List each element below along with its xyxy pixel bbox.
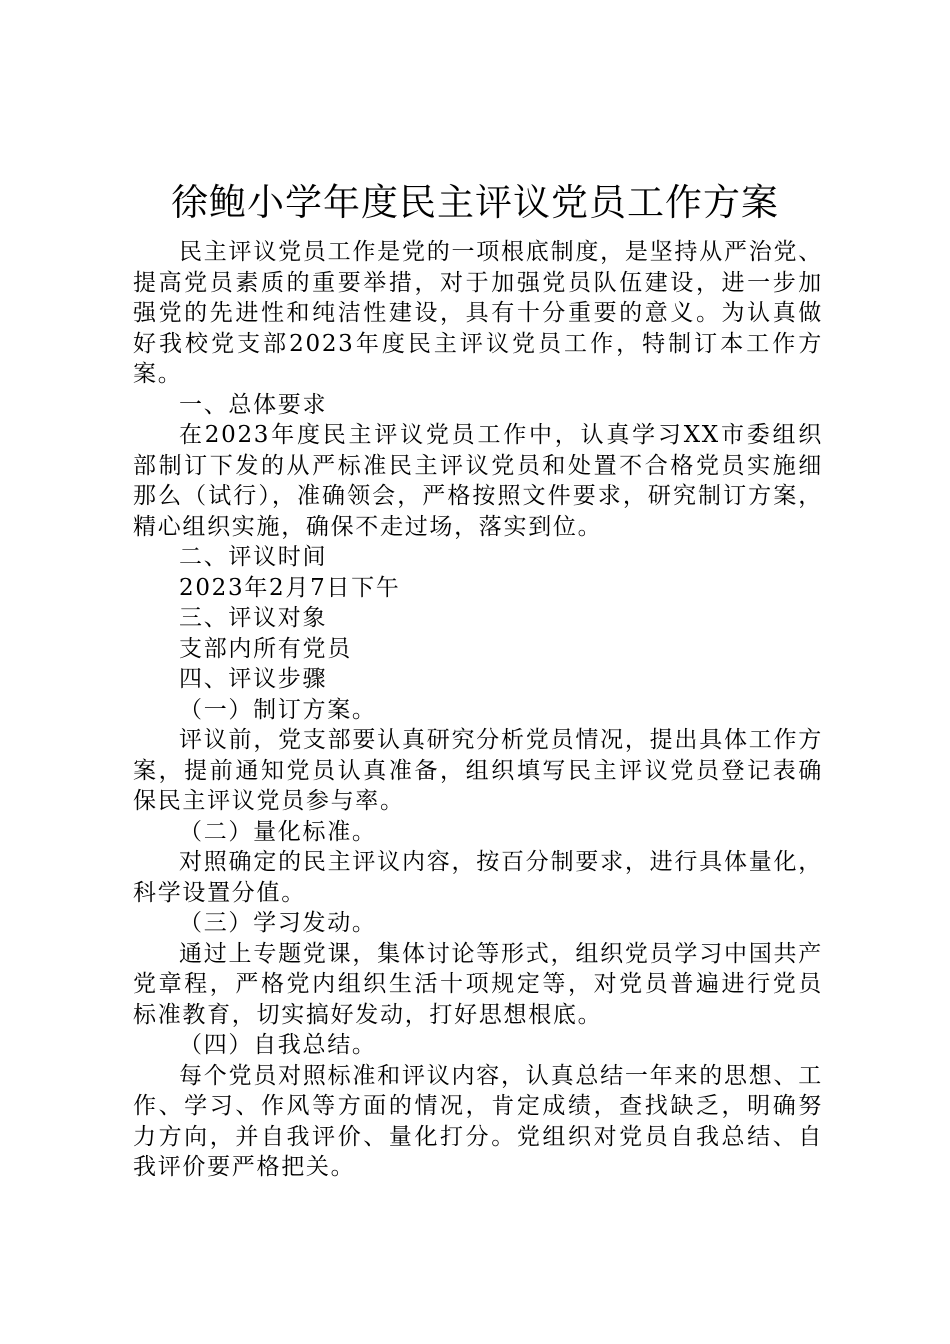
section-heading-general-requirements: 一、总体要求: [179, 391, 328, 418]
make-plan-paragraph: 评议前，党支部要认真研究分析党员情况，提出具体工作方案，提前通知党员认真准备，组织填写民主评议党员登记表确保民主评议党员参与率。: [133, 727, 823, 814]
review-subjects-value: 支部内所有党员: [179, 635, 352, 662]
subheading-self-summary: （四）自我总结。: [179, 1032, 377, 1058]
intro-paragraph: 民主评议党员工作是党的一项根底制度，是坚持从严治党、提高党员素质的重要举措，对于加强党员队伍建设，进一步加强党的先进性和纯洁性建设，具有十分重要的意义。为认真做好我校党支部2023年度民主评议党员工作，特制订本工作方案。: [133, 239, 823, 387]
self-summary-paragraph: 每个党员对照标准和评议内容，认真总结一年来的思想、工作、学习、作风等方面的情况，肯定成绩，查找缺乏，明确努力方向，并自我评价、量化打分。党组织对党员自我总结、自我评价要严格把关。: [133, 1062, 823, 1180]
subheading-quantify-standards: （二）量化标准。: [179, 818, 377, 845]
document-body: [133, 237, 823, 1183]
study-mobilize-paragraph: 通过上专题党课，集体讨论等形式，组织党员学习中国共产党章程，严格党内组织生活十项规定等，对党员普遍进行党员标准教育，切实搞好发动，打好思想根底。: [133, 940, 823, 1028]
subheading-make-plan: （一）制订方案。: [179, 696, 377, 723]
section-heading-review-time: 二、评议时间: [179, 544, 328, 570]
subheading-study-mobilize: （三）学习发动。: [179, 910, 377, 936]
section-heading-review-subjects: 三、评议对象: [179, 605, 328, 631]
section-heading-review-steps: 四、评议步骤: [179, 666, 328, 692]
review-time-value: 2023年2月7日下午: [179, 574, 401, 601]
quantify-standards-paragraph: 对照确定的民主评议内容，按百分制要求，进行具体量化，科学设置分值。: [133, 849, 823, 906]
general-requirements-paragraph: 在2023年度民主评议党员工作中，认真学习XX市委组织部制订下发的从严标准民主评议党员和处置不合格党员实施细那么（试行），准确领会，严格按照文件要求，研究制订方案，精心组织实施，确保不走过场，落实到位。: [133, 422, 823, 540]
document-title: 徐鲍小学年度民主评议党员工作方案: [171, 181, 779, 224]
